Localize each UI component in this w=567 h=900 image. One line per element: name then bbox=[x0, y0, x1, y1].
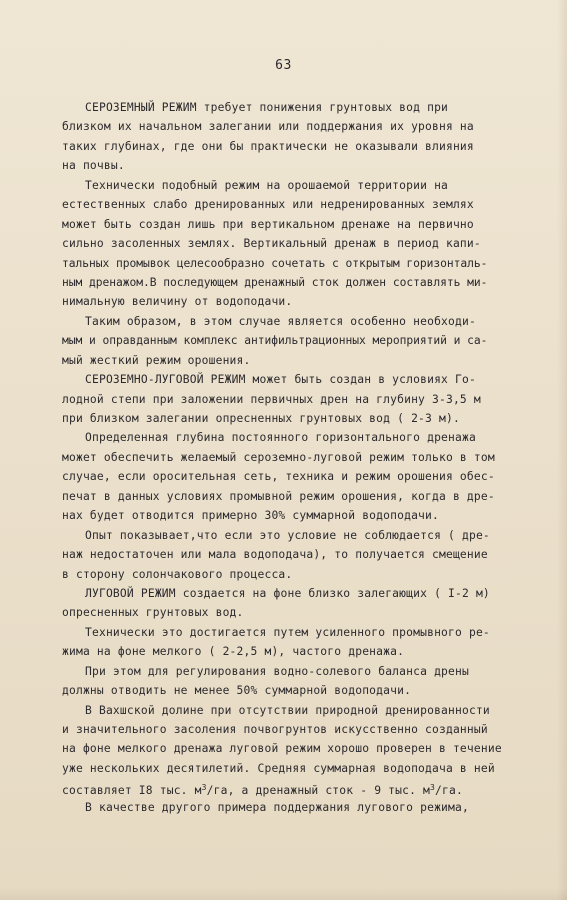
text-line: Определенная глубина постоянного горизонтального дренажа bbox=[85, 431, 476, 445]
page-number: 63 bbox=[275, 58, 292, 73]
text-line: таких глубинах, где они бы практически не оказывали влияния bbox=[62, 139, 474, 153]
text-run: /га, а дренажный сток - 9 тыс. м bbox=[206, 784, 431, 798]
text-line: При этом для регулирования водно-солевого баланса дрены bbox=[85, 664, 469, 678]
text-line: естественных слабо дренированных или недренированных землях bbox=[62, 198, 474, 212]
text-line: ным дренажом.В последующем дренажный сток должен составлять ми- bbox=[62, 275, 488, 289]
text-line: должны отводить не менее 50% суммарной водоподачи. bbox=[62, 684, 412, 698]
text-line: ЛУГОВОЙ РЕЖИМ создается на фоне близко залегающих ( I-2 м) bbox=[85, 586, 490, 600]
text-line: близком их начальном залегании или поддержания их уровня на bbox=[62, 120, 474, 134]
text-line: и значительного засоления почвогрунтов искусственно созданный bbox=[62, 723, 488, 736]
text-line: уже нескольких десятилетий. Средняя суммарная водоподача в ней bbox=[62, 761, 495, 775]
paragraph-water-salt-balance bbox=[62, 662, 532, 701]
document-body bbox=[62, 98, 532, 817]
text-line: СЕРОЗЕМНО-ЛУГОВОЙ РЕЖИМ может быть создан в условиях Го- bbox=[85, 373, 476, 387]
text-line: печат в данных условиях промывной режим орошения, когда в дре- bbox=[62, 489, 495, 503]
text-line: опресненных грунтовых вод. bbox=[62, 606, 244, 620]
paragraph-technical-serozem bbox=[62, 176, 532, 312]
text-line: может обеспечить желаемый сероземно-луговой режим только в том bbox=[62, 450, 495, 464]
text-line: Таким образом, в этом случае является особенно необходи- bbox=[85, 314, 476, 328]
text-line: нах будет отводится примерно 30% суммарной водоподачи. bbox=[62, 509, 439, 523]
text-line: в сторону солончакового процесса. bbox=[62, 567, 293, 581]
text-line: В качестве другого примера поддержания лугового режима, bbox=[85, 800, 469, 814]
paragraph-another-example bbox=[62, 798, 532, 817]
text-line: при близком залегании опресненных грунтовых вод ( 2-3 м). bbox=[62, 412, 460, 425]
paragraph-serozem-regime bbox=[62, 98, 532, 176]
text-line: Технически это достигается путем усиленного промывного ре- bbox=[85, 625, 490, 639]
superscript: 3 bbox=[201, 783, 207, 793]
paragraph-vakhsh-valley bbox=[62, 701, 532, 798]
superscript: 3 bbox=[430, 783, 436, 793]
paragraph-technically-achieved bbox=[62, 623, 532, 662]
text-line: тальных промывок целесообразно сочетать с открытым горизонталь- bbox=[62, 256, 488, 270]
paragraph-thus bbox=[62, 312, 532, 370]
paragraph-drainage-depth bbox=[62, 428, 532, 525]
text-line: лодной степи при заложении первичных дрен на глубину 3-3,5 м bbox=[62, 392, 481, 406]
paragraph-experience bbox=[62, 526, 532, 584]
text-line: сильно засоленных землях. Вертикальный дренаж в период капи- bbox=[62, 237, 481, 251]
text-run: /га. bbox=[435, 784, 463, 798]
page-bottom-shadow bbox=[0, 888, 567, 900]
text-line: СЕРОЗЕМНЫЙ РЕЖИМ требует понижения грунтовых вод при bbox=[85, 101, 449, 114]
paragraph-meadow-regime bbox=[62, 584, 532, 623]
text-line: наж недостаточен или мала водоподача), то получается смещение bbox=[62, 548, 488, 562]
paragraph-serozem-meadow-regime bbox=[62, 370, 532, 428]
text-line: на фоне мелкого дренажа луговой режим хорошо проверен в течение bbox=[62, 742, 502, 756]
text-run: составляет I8 тыс. м bbox=[62, 784, 202, 798]
text-line: мым и оправданным комплекс антифильтрационных мероприятий и са- bbox=[62, 334, 488, 348]
text-line: жима на фоне мелкого ( 2-2,5 м), частого дренажа. bbox=[62, 645, 405, 659]
text-line bbox=[62, 778, 532, 797]
text-line: Опыт показывает,что если это условие не соблюдается ( дре- bbox=[85, 528, 490, 542]
text-line: на почвы. bbox=[62, 159, 125, 173]
page-edge-shadow bbox=[557, 0, 567, 900]
text-line: может быть создан лишь при вертикальном дренаже на первично bbox=[62, 217, 474, 231]
text-line: нимальную величину от водоподачи. bbox=[62, 295, 293, 309]
text-line: Технически подобный режим на орошаемой территории на bbox=[85, 178, 449, 192]
text-line: случае, если оросительная сеть, техника и режим орошения обес- bbox=[62, 470, 495, 484]
text-line: В Вахшской долине при отсутствии природной дренированности bbox=[85, 703, 490, 717]
text-line: мый жесткий режим орошения. bbox=[62, 353, 251, 367]
